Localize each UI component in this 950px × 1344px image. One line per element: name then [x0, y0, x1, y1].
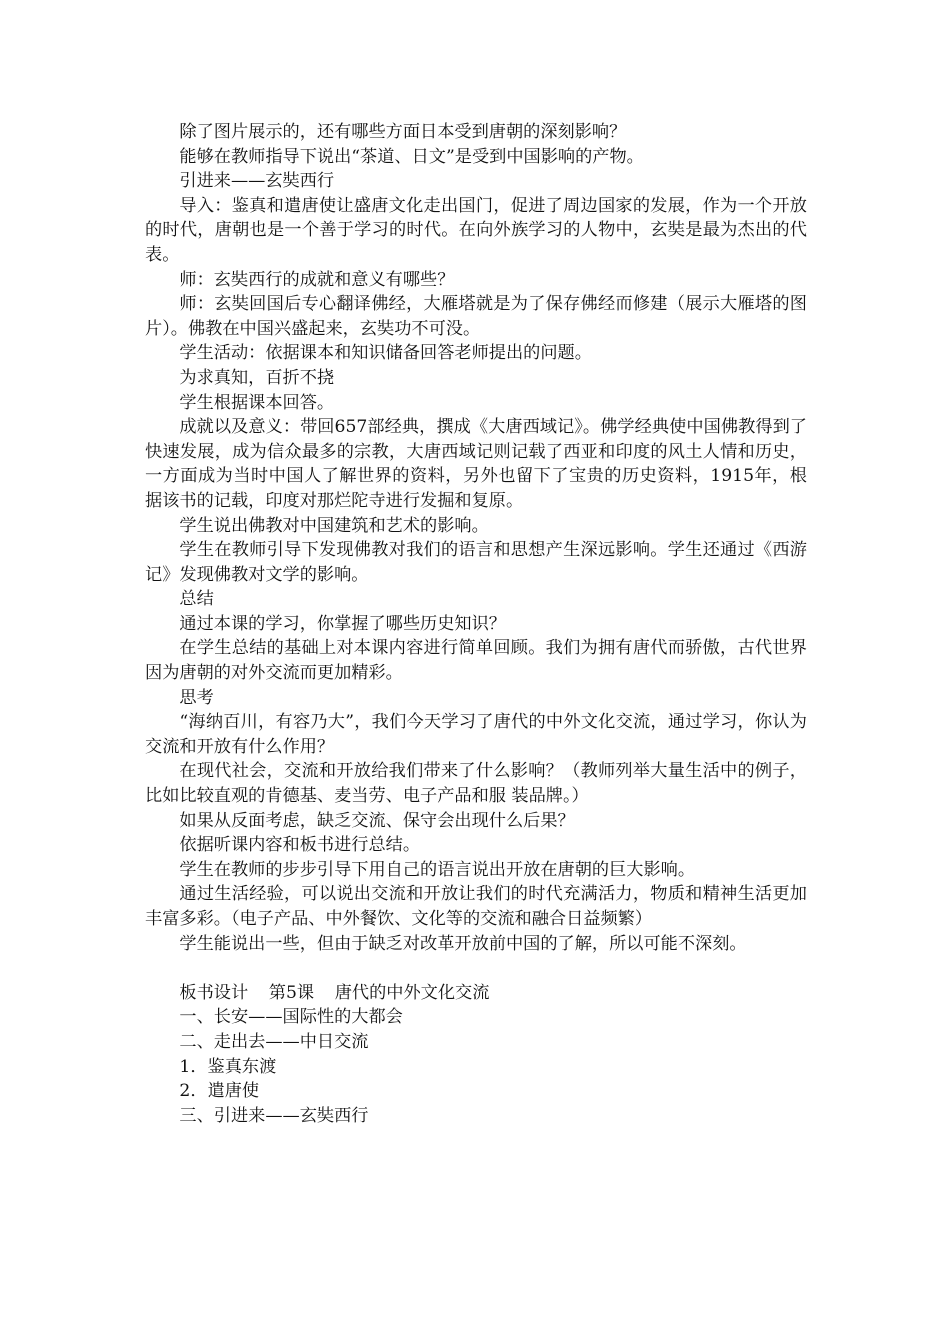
lesson-number: 第5课 — [268, 982, 315, 1003]
paragraph: “海纳百川，有容乃大”，我们今天学习了唐代的中外文化交流，通过学习，你认为交流和开放有什么作用？ — [145, 712, 807, 757]
paragraph: 除了图片展示的，还有哪些方面日本受到唐朝的深刻影响？ — [179, 122, 627, 142]
board-item: 二、走出去——中日交流 — [179, 1031, 369, 1052]
paragraph: 能够在教师指导下说出“茶道、日文”是受到中国影响的产物。 — [179, 146, 644, 167]
section-heading: 思考 — [179, 687, 214, 708]
board-item: 一、长安——国际性的大都会 — [179, 1007, 403, 1028]
board-item: 1．鉴真东渡 — [179, 1056, 277, 1077]
board-item: 2．遣唐使 — [179, 1081, 260, 1102]
paragraph: 学生能说出一些，但由于缺乏对改革开放前中国的了解，所以可能不深刻。 — [179, 933, 747, 954]
paragraph: 成就以及意义：带回657部经典，撰成《大唐西域记》。佛学经典使中国佛教得到了快速发展，成为信众最多的宗教，大唐西域记则记载了西亚和印度的风土人情和历史，一方面成为当时中国人了解世界的资料，另外也留下了宝贵的历史资料，1915年，根据该书的记载，印度对那烂陀寺进行发掘和复原。 — [145, 417, 807, 511]
paragraph: 在学生总结的基础上对本课内容进行简单回顾。我们为拥有唐代而骄傲，古代世界因为唐朝的对外交流而更加精彩。 — [145, 638, 807, 684]
paragraph: 师：玄奘西行的成就和意义有哪些？ — [179, 269, 455, 290]
paragraph: 学生活动：依据课本和知识储备回答老师提出的问题。 — [179, 343, 592, 364]
section-heading: 引进来——玄奘西行 — [179, 171, 335, 192]
paragraph: 如果从反面考虑，缺乏交流、保守会出现什么后果？ — [179, 810, 575, 831]
paragraph: 通过本课的学习，你掌握了哪些历史知识？ — [179, 613, 506, 634]
section-heading: 总结 — [179, 589, 214, 610]
paragraph: 学生说出佛教对中国建筑和艺术的影响。 — [179, 515, 489, 536]
board-design-title — [145, 981, 807, 1006]
document-body — [145, 120, 807, 1128]
paragraph: 依据听课内容和板书进行总结。 — [179, 835, 421, 856]
board-item: 三、引进来——玄奘西行 — [179, 1105, 369, 1126]
paragraph: 师：玄奘回国后专心翻译佛经，大雁塔就是为了保存佛经而修建（展示大雁塔的图片）。佛教在中国兴盛起来，玄奘功不可没。 — [145, 294, 807, 339]
paragraph: 在现代社会，交流和开放给我们带来了什么影响？（教师列举大量生活中的例子，比如比较直观的肯德基、麦当劳、电子产品和服 装品牌。） — [145, 761, 807, 807]
paragraph: 学生在教师引导下发现佛教对我们的语言和思想产生深远影响。学生还通过《西游记》发现佛教对文学的影响。 — [145, 540, 807, 585]
lesson-title: 唐代的中外文化交流 — [334, 982, 490, 1003]
board-heading: 板书设计 — [179, 982, 249, 1003]
paragraph: 通过生活经验，可以说出交流和开放让我们的时代充满活力，物质和精神生活更加丰富多彩。（电子产品、中外餐饮、文化等的交流和融合日益频繁） — [145, 884, 807, 929]
paragraph: 学生根据课本回答。 — [179, 392, 335, 413]
paragraph: 学生在教师的步步引导下用自己的语言说出开放在唐朝的巨大影响。 — [179, 859, 696, 880]
section-heading: 为求真知，百折不挠 — [179, 367, 335, 388]
paragraph: 导入：鉴真和遣唐使让盛唐文化走出国门，促进了周边国家的发展，作为一个开放的时代，唐朝也是一个善于学习的时代。在向外族学习的人物中，玄奘是最为杰出的代表。 — [145, 195, 807, 265]
